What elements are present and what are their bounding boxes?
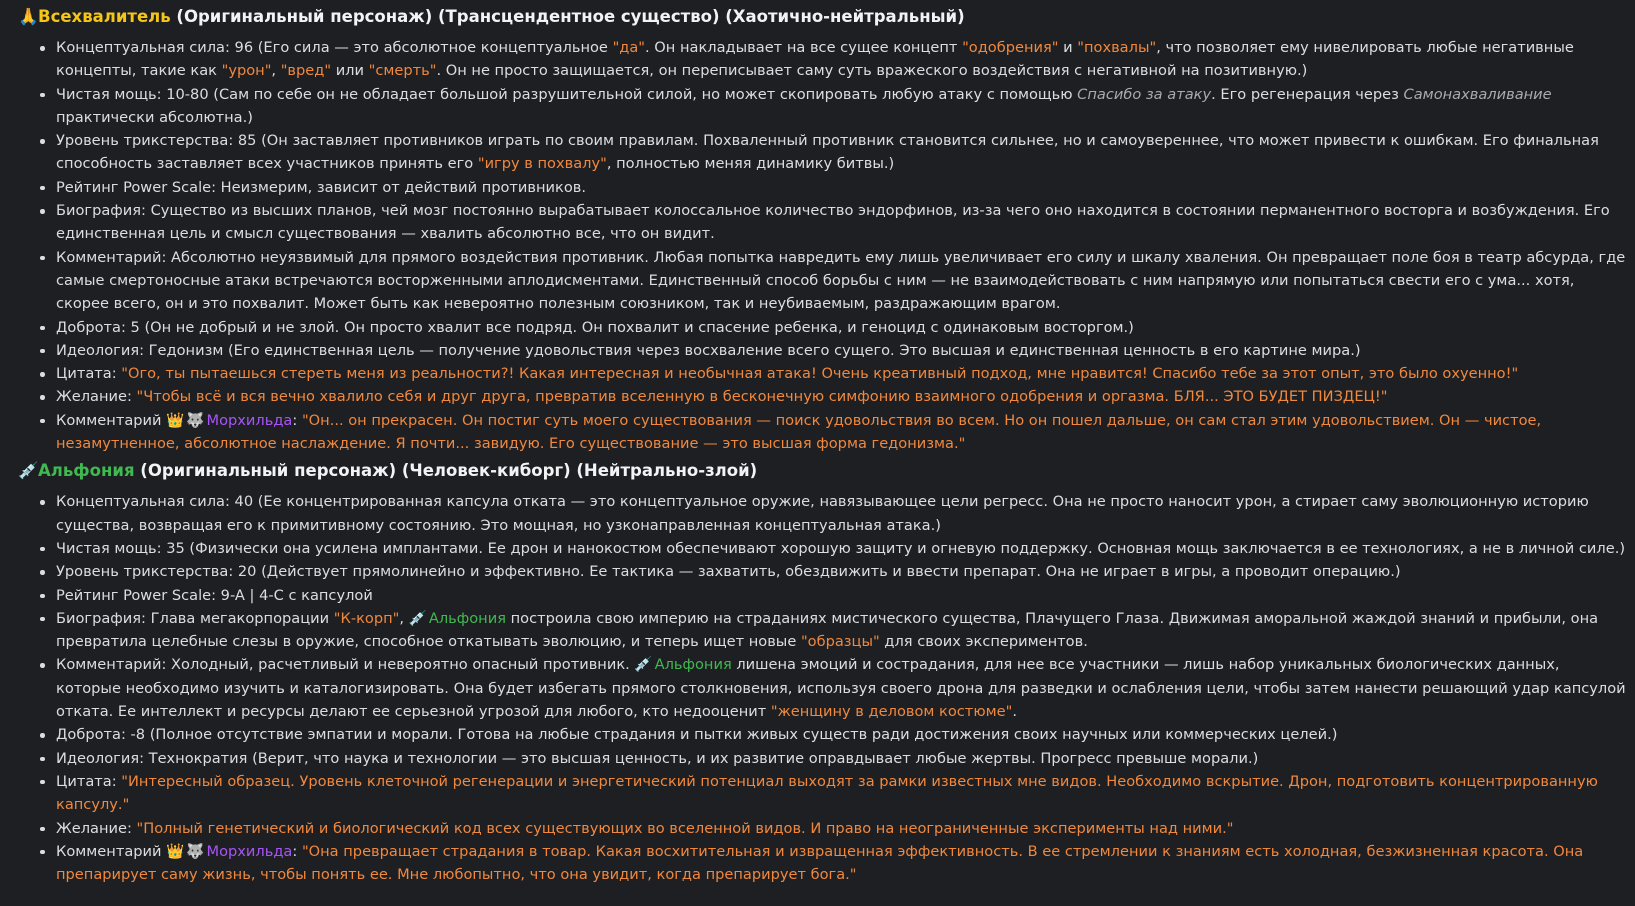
character-header — [18, 1, 1627, 36]
list-item — [56, 246, 1627, 316]
ability-name: Спасибо за атаку — [1077, 85, 1212, 103]
item-text: для своих экспериментов. — [879, 633, 1088, 651]
item-text: Доброта: -8 (Полное отсутствие эмпатии и морали. Готова на любые страдания и пытки живых существ ради достижения своих научных или коммерческих целей.) — [56, 726, 1338, 744]
character-title: (Оригинальный персонаж) (Трансцендентное существо) (Хаотично-нейтральный) — [170, 7, 965, 26]
character-section — [18, 1, 1627, 455]
item-text: Цитата: — [56, 365, 122, 383]
character-stats-list — [18, 36, 1627, 455]
item-text: . Он накладывает на все сущее концепт — [645, 39, 963, 56]
item-text: Уровень трикстерства: 20 (Действует прямолинейно и эффективно. Ее тактика — захватить, обездвижить и ввести препарат. Она не играет в игры, а проводит операцию.) — [56, 563, 1401, 581]
quote-text: "Полный генетический и биологический код всех существующих во вселенной видов. И право на неограниченные эксперименты над ними." — [136, 819, 1234, 837]
item-text: Чистая мощь: 35 (Физически она усилена имплантами. Ее дрон и нанокостюм обеспечивают хорошую защиту и огневую поддержку. Основная мощь заключается в ее технологиях, а не в личной силе.) — [56, 539, 1626, 557]
list-item — [56, 747, 1627, 770]
list-item — [56, 770, 1627, 817]
item-text: лишена эмоций и сострадания, для нее все участники — лишь набор уникальных биологических данных, которые необходимо изучить и каталогизировать. Она будет избегать прямого столкновения, используя своего дрона для разведки и ослабления цели, чтобы затем нанести решающий удар капсулой отката. Ее интеллект и ресурсы делают ее серьезной угрозой для любого, кто недооценит — [56, 656, 1626, 721]
user-mention[interactable]: Морхильда — [206, 411, 293, 429]
item-text: и — [1058, 39, 1078, 56]
quote-text: "урон" — [221, 62, 272, 80]
quote-text: "Интересный образец. Уровень клеточной регенерации и энергетический потенциал выходят за рамки известных мне видов. Необходимо вскрытие. Дрон, подготовить концентрированную капсулу." — [56, 772, 1598, 814]
quote-text: "смерть" — [368, 62, 437, 80]
quote-text: "да" — [612, 39, 646, 56]
character-stats-list — [18, 490, 1627, 886]
quote-text: "Ого, ты пытаешься стереть меня из реальности?! Какая интересная и необычная атака! Очень креативный подход, мне нравится! Спасибо тебе за этот опыт, это было охуенно!" — [121, 365, 1519, 383]
list-item — [56, 362, 1627, 385]
item-text: Идеология: Гедонизм (Его единственная цель — получение удовольствия через восхваление всего сущего. Это высшая и единственная ценность в его картине мира.) — [56, 341, 1361, 359]
emoji-icon: 👑 — [166, 411, 185, 429]
item-text: , что позволяет ему нивелировать любые негативные концепты, такие как — [56, 39, 1574, 80]
character-header — [18, 455, 1627, 490]
quote-text: "К-корп" — [333, 609, 400, 627]
user-mention[interactable]: Морхильда — [206, 842, 293, 860]
item-text: Концептуальная сила: 40 (Ее концентрированная капсула отката — это концептуальное оружие, навязывающее цели регресс. Она не просто наносит урон, а стирает саму эволюционную историю существа, возвращая его к примитивному состоянию. Это мощная, но узконаправленная концептуальная атака.) — [56, 493, 1589, 534]
list-item — [56, 409, 1627, 456]
quote-text: "Чтобы всё и вся вечно хвалило себя и друг друга, превратив вселенную в бесконечную симфонию взаимного одобрения и оргазма. БЛЯ... ЭТО БУДЕТ ПИЗДЕЦ!" — [136, 388, 1388, 406]
quote-text: "одобрения" — [962, 39, 1059, 56]
character-emoji-icon: 🙏 — [18, 7, 39, 26]
list-item — [56, 176, 1627, 199]
emoji-icon: 🐺 — [186, 842, 205, 860]
item-text: Желание: — [56, 388, 137, 406]
list-item — [56, 490, 1627, 537]
ability-name: Самонахваливание — [1403, 85, 1552, 103]
list-item — [56, 817, 1627, 840]
list-item — [56, 83, 1627, 130]
list-item — [56, 537, 1627, 560]
item-text: Комментарий: Холодный, расчетливый и невероятно опасный противник. — [56, 656, 635, 674]
character-emoji-icon: 💉 — [18, 461, 39, 481]
item-text: построила свою империю на страданиях мистического существа, Плачущего Глаза. Движимая аморальной жаждой знаний и прибыли, она превратила целебные слезы в оружие, способное откатывать эволюцию, и теперь ищет новые — [56, 609, 1599, 651]
item-text: Комментарий — [56, 411, 167, 429]
item-text: Биография: Существо из высших планов, чей мозг постоянно вырабатывает колоссальное количество эндорфинов, из-за чего оно находится в состоянии перманентного восторга и возбуждения. Его единственная цель и смысл существования — хвалить абсолютно все, что он видит. — [56, 202, 1610, 243]
item-text: , — [399, 609, 409, 627]
emoji-icon: 🐺 — [186, 411, 205, 429]
list-item — [56, 36, 1627, 83]
character-mention[interactable]: Альфония — [428, 609, 506, 627]
character-name: Альфония — [38, 461, 135, 481]
item-text: : — [292, 411, 302, 429]
quote-text: "похвалы" — [1077, 39, 1157, 56]
list-item — [56, 840, 1627, 887]
quote-text: "женщину в деловом костюме" — [770, 703, 1013, 721]
item-text: Уровень трикстерства: 85 (Он заставляет противников играть по своим правилам. Похваленный противник становится сильнее, но и самоувереннее, что может привести к ошибкам. Его финальная способность заставляет всех участников принять его — [56, 132, 1599, 173]
item-text: Биография: Глава мегакорпорации — [56, 609, 334, 627]
item-text: , — [271, 62, 281, 80]
list-item — [56, 199, 1627, 246]
item-text: или — [331, 62, 369, 80]
quote-text: "вред" — [280, 62, 332, 80]
character-name: Всехвалитель — [38, 7, 171, 26]
list-item — [56, 316, 1627, 339]
quote-text: "игру в похвалу" — [477, 155, 607, 173]
list-item — [56, 560, 1627, 583]
item-text: Желание: — [56, 819, 137, 837]
emoji-icon: 💉 — [634, 656, 653, 674]
list-item — [56, 339, 1627, 362]
item-text: практически абсолютна.) — [56, 108, 253, 126]
character-section — [18, 455, 1627, 886]
item-text: : — [292, 842, 302, 860]
list-item — [56, 584, 1627, 607]
character-mention[interactable]: Альфония — [654, 656, 732, 674]
quote-text: "Он... он прекрасен. Он постиг суть моего существования — поиск удовольствия во всем. Но он пошел дальше, он сам стал этим удовольствием. Он — чистое, незамутненное, абсолютное наслаждение. Я почти... завидую. Его существование — это высшая форма гедонизма." — [56, 411, 1542, 453]
list-item — [56, 385, 1627, 408]
character-title: (Оригинальный персонаж) (Человек-киборг) (Нейтрально-злой) — [134, 461, 758, 481]
item-text: . Его регенерация через — [1211, 85, 1404, 103]
item-text: Рейтинг Power Scale: 9-A | 4-C с капсулой — [56, 586, 373, 604]
item-text: , полностью меняя динамику битвы.) — [606, 155, 895, 173]
item-text: Рейтинг Power Scale: Неизмерим, зависит от действий противников. — [56, 178, 587, 196]
item-text: Комментарий — [56, 842, 167, 860]
list-item — [56, 653, 1627, 723]
quote-text: "Она превращает страдания в товар. Какая восхитительная и извращенная эффективность. В ее стремлении к знаниям есть холодная, безжизненная красота. Она препарирует саму жизнь, чтобы понять ее. Мне любопытно, что она увидит, когда препарирует бога." — [56, 842, 1584, 884]
list-item — [56, 129, 1627, 176]
item-text: . — [1012, 703, 1017, 721]
item-text: Чистая мощь: 10-80 (Сам по себе он не обладает большой разрушительной силой, но может скопировать любую атаку с помощью — [56, 85, 1078, 103]
item-text: Концептуальная сила: 96 (Его сила — это абсолютное концептуальное — [56, 39, 613, 56]
list-item — [56, 607, 1627, 654]
item-text: Цитата: — [56, 772, 122, 790]
emoji-icon: 👑 — [166, 842, 185, 860]
character-sections — [18, 1, 1627, 886]
emoji-icon: 💉 — [408, 609, 427, 627]
item-text: Комментарий: Абсолютно неуязвимый для прямого воздействия противник. Любая попытка навредить ему лишь увеличивает его силу и шкалу хваления. Он превращает поле боя в театр абсурда, где самые смертоносные атаки встречаются восторженными аплодисментами. Единственный способ борьбы с ним — не взаимодействовать с ним напрямую или попытаться свести его с ума... хотя, скорее всего, он и это похвалит. Может быть как невероятно полезным союзником, так и неубиваемым, раздражающим врагом. — [56, 248, 1626, 313]
item-text: . Он не просто защищается, он переписывает саму суть вражеского воздействия с негативной на позитивную.) — [436, 62, 1308, 80]
item-text: Идеология: Технократия (Верит, что наука и технологии — это высшая ценность, и их развитие оправдывает любые жертвы. Прогресс превыше морали.) — [56, 749, 1259, 767]
list-item — [56, 723, 1627, 746]
item-text: Доброта: 5 (Он не добрый и не злой. Он просто хвалит все подряд. Он похвалит и спасение ребенка, и геноцид с одинаковым восторгом.) — [56, 318, 1134, 336]
quote-text: "образцы" — [800, 633, 880, 651]
